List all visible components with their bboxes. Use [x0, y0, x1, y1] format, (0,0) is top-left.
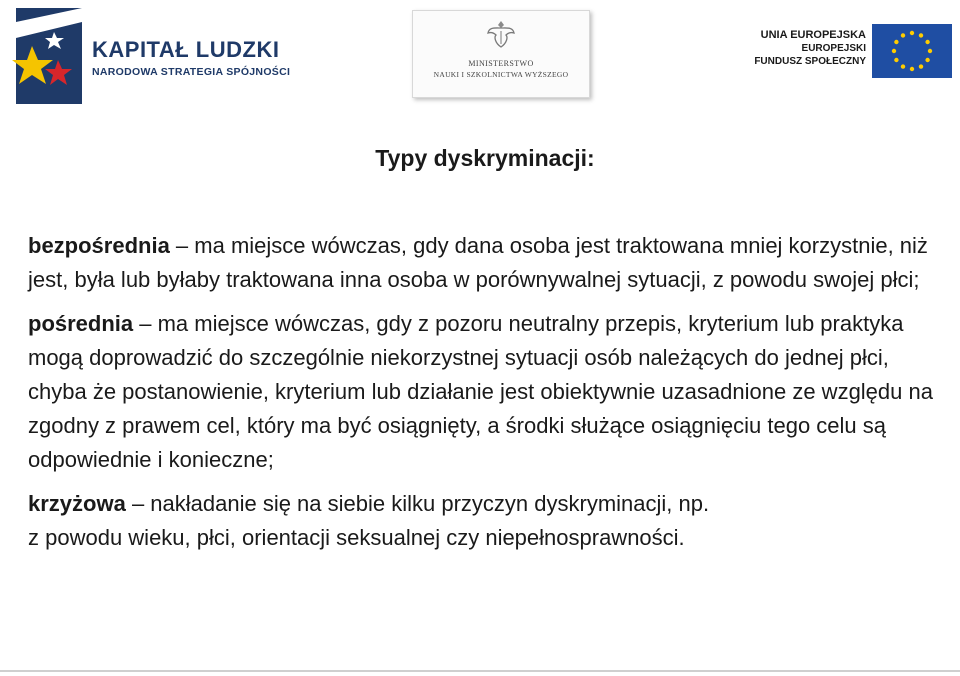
definition-text: – ma miejsce wówczas, gdy z pozoru neutralny przepis, kryterium lub praktyka mogą doprowadzić do szczególnie niekorzystnej sytuacji osób należących do jednej płci, chyba że postanowienie, kryterium lub działanie jest obiektywnie uzasadnione ze względu na zgodny z prawem cel, który ma być osiągnięty, a środki służące osiągnięciu tego celu są odpowiednie i konieczne; — [28, 311, 933, 472]
kapital-ludzki-subtitle: NARODOWA STRATEGIA SPÓJNOŚCI — [92, 66, 291, 78]
ministry-line-2: NAUKI I SZKOLNICTWA WYŻSZEGO — [433, 70, 569, 79]
eu-line-1: UNIA EUROPEJSKA — [760, 29, 866, 41]
ministry-logo — [412, 10, 590, 98]
definition-term: bezpośrednia — [28, 233, 170, 258]
bottom-divider — [0, 670, 960, 672]
kapital-ludzki-title: KAPITAŁ LUDZKI — [92, 37, 280, 62]
kapital-ludzki-logo — [10, 8, 310, 104]
eu-line-3: FUNDUSZ SPOŁECZNY — [754, 56, 866, 67]
definition-intersectional — [28, 487, 938, 555]
eu-fund-logo — [740, 24, 952, 82]
definition-term: krzyżowa — [28, 491, 126, 516]
page-title: Typy dyskryminacji: — [375, 145, 595, 171]
definition-text-continued: z powodu wieku, płci, orientacji seksualnej czy niepełnosprawności. — [28, 525, 685, 550]
kapital-ludzki-star-icon — [10, 8, 82, 104]
definition-indirect — [28, 307, 938, 477]
eu-flag-icon — [872, 24, 952, 78]
logo-bar — [0, 0, 960, 110]
eu-line-2: EUROPEJSKI — [801, 43, 866, 54]
ministry-line-1: MINISTERSTWO — [468, 59, 534, 68]
definition-text: – ma miejsce wówczas, gdy dana osoba jest traktowana mniej korzystnie, niż jest, była lub byłaby traktowana inna osoba w porównywalnej sytuacji, z powodu swojej płci; — [28, 233, 928, 292]
definition-direct — [28, 229, 938, 297]
eagle-emblem-icon — [487, 19, 515, 49]
definition-text: – nakładanie się na siebie kilku przyczyn dyskryminacji, np. — [125, 491, 710, 516]
definitions-list — [28, 229, 938, 555]
definition-term: pośrednia — [28, 311, 134, 336]
